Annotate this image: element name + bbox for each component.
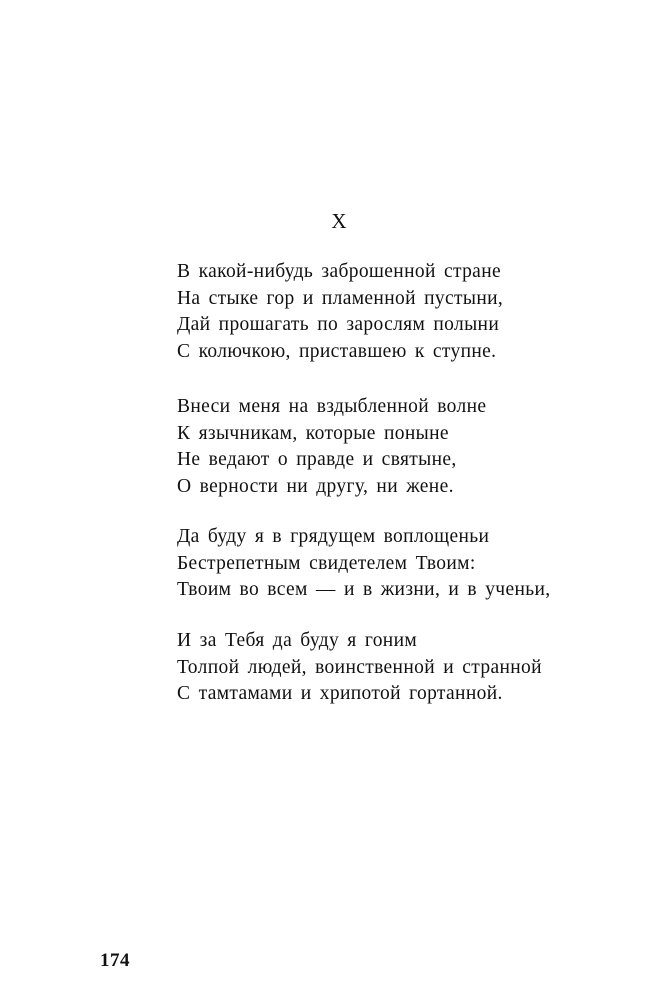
poem-line: На стыке гор и пламенной пустыни, xyxy=(177,287,504,309)
poem-line: В какой-нибудь заброшенной стране xyxy=(177,261,501,282)
poem-line: Да буду я в грядущем воплощеньи xyxy=(177,526,490,547)
poem-line: Внеси меня на вздыбленной волне xyxy=(177,396,487,417)
poem-line: Дай прошагать по зарослям полыни xyxy=(177,314,500,335)
poem-line: К язычникам, которые поныне xyxy=(177,422,449,444)
stanza-4 xyxy=(177,628,542,708)
poem-title: X xyxy=(331,209,347,233)
poem-line: Бестрепетным свидетелем Твоим: xyxy=(177,552,476,574)
page-number: 174 xyxy=(100,950,130,971)
poem-line: О верности ни другу, ни жене. xyxy=(177,475,454,497)
poem-line: С тамтамами и хрипотой гортанной. xyxy=(177,683,503,704)
poem-line: С колючкою, приставшею к ступне. xyxy=(177,340,497,362)
stanza-2 xyxy=(177,394,486,500)
poem-line: Толпой людей, воинственной и странной xyxy=(177,656,542,678)
poem-line: И за Тебя да буду я гоним xyxy=(177,630,418,651)
poem-line: Не ведают о правде и святыне, xyxy=(177,449,457,470)
stanza-3 xyxy=(177,524,551,604)
stanza-1 xyxy=(177,259,503,365)
poem-line: Твоим во всем — и в жизни, и в ученьи, xyxy=(177,579,551,600)
